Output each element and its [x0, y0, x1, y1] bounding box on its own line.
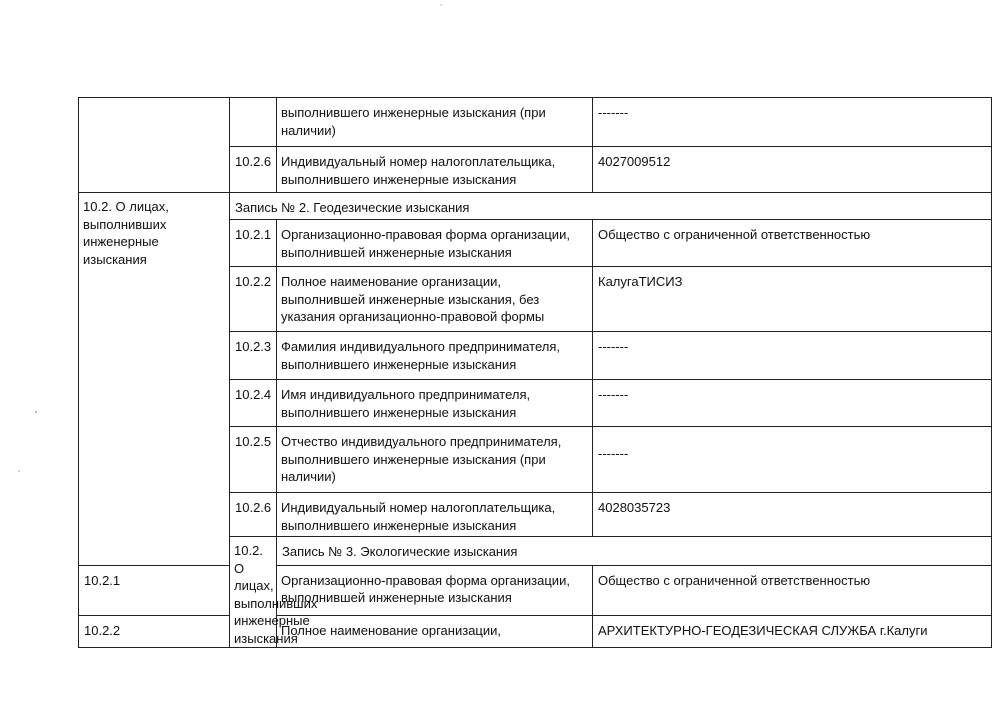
field-code: 10.2.2 [79, 615, 230, 647]
field-code-empty [230, 98, 277, 147]
record-title: Запись № 3. Экологические изыскания [277, 537, 992, 566]
field-value: ------- [593, 380, 992, 427]
table-row [79, 193, 992, 220]
field-value: 4027009512 [593, 147, 992, 193]
field-code: 10.2.2 [230, 267, 277, 332]
table-row [79, 615, 992, 647]
field-label: Организационно-правовая форма организации, выполнившей инженерные изыскания [277, 565, 593, 615]
field-label: Индивидуальный номер налогоплательщика, выполнившего инженерные изыскания [277, 147, 593, 193]
record-title: Запись № 2. Геодезические изыскания [230, 193, 992, 220]
table-row [79, 98, 992, 147]
field-value: ------- [593, 98, 992, 147]
field-value: Общество с ограниченной ответственностью [593, 565, 992, 615]
field-label: Индивидуальный номер налогоплательщика, выполнившего инженерные изыскания [277, 493, 593, 537]
field-code: 10.2.3 [230, 332, 277, 380]
field-value: 4028035723 [593, 493, 992, 537]
field-value: КалугаТИСИЗ [593, 267, 992, 332]
field-value: ------- [593, 427, 992, 493]
section-cell-empty [79, 98, 230, 193]
field-label: Фамилия индивидуального предпринимателя, выполнившего инженерные изыскания [277, 332, 593, 380]
field-code: 10.2.6 [230, 147, 277, 193]
table-row [79, 565, 992, 615]
field-label: Полное наименование организации, выполнившей инженерные изыскания, без указания организационно-правовой формы [277, 267, 593, 332]
section-label: 10.2. О лицах, выполнивших инженерные изыскания [230, 537, 277, 648]
section-label: 10.2. О лицах, выполнивших инженерные изыскания [79, 193, 230, 566]
field-label: Отчество индивидуального предпринимателя, выполнившего инженерные изыскания (при наличии) [277, 427, 593, 493]
field-code: 10.2.6 [230, 493, 277, 537]
field-value: Общество с ограниченной ответственностью [593, 220, 992, 267]
field-code: 10.2.4 [230, 380, 277, 427]
field-code: 10.2.1 [79, 565, 230, 615]
field-label: Организационно-правовая форма организации, выполнившей инженерные изыскания [277, 220, 593, 267]
field-label: выполнившего инженерные изыскания (при наличии) [277, 98, 593, 147]
field-code: 10.2.1 [230, 220, 277, 267]
field-value: АРХИТЕКТУРНО-ГЕОДЕЗИЧЕСКАЯ СЛУЖБА г.Калуги [593, 615, 992, 647]
field-label: Полное наименование организации, [277, 615, 593, 647]
field-label: Имя индивидуального предпринимателя, выполнившего инженерные изыскания [277, 380, 593, 427]
field-value: ------- [593, 332, 992, 380]
field-code: 10.2.5 [230, 427, 277, 493]
engineering-surveys-table [78, 97, 992, 648]
